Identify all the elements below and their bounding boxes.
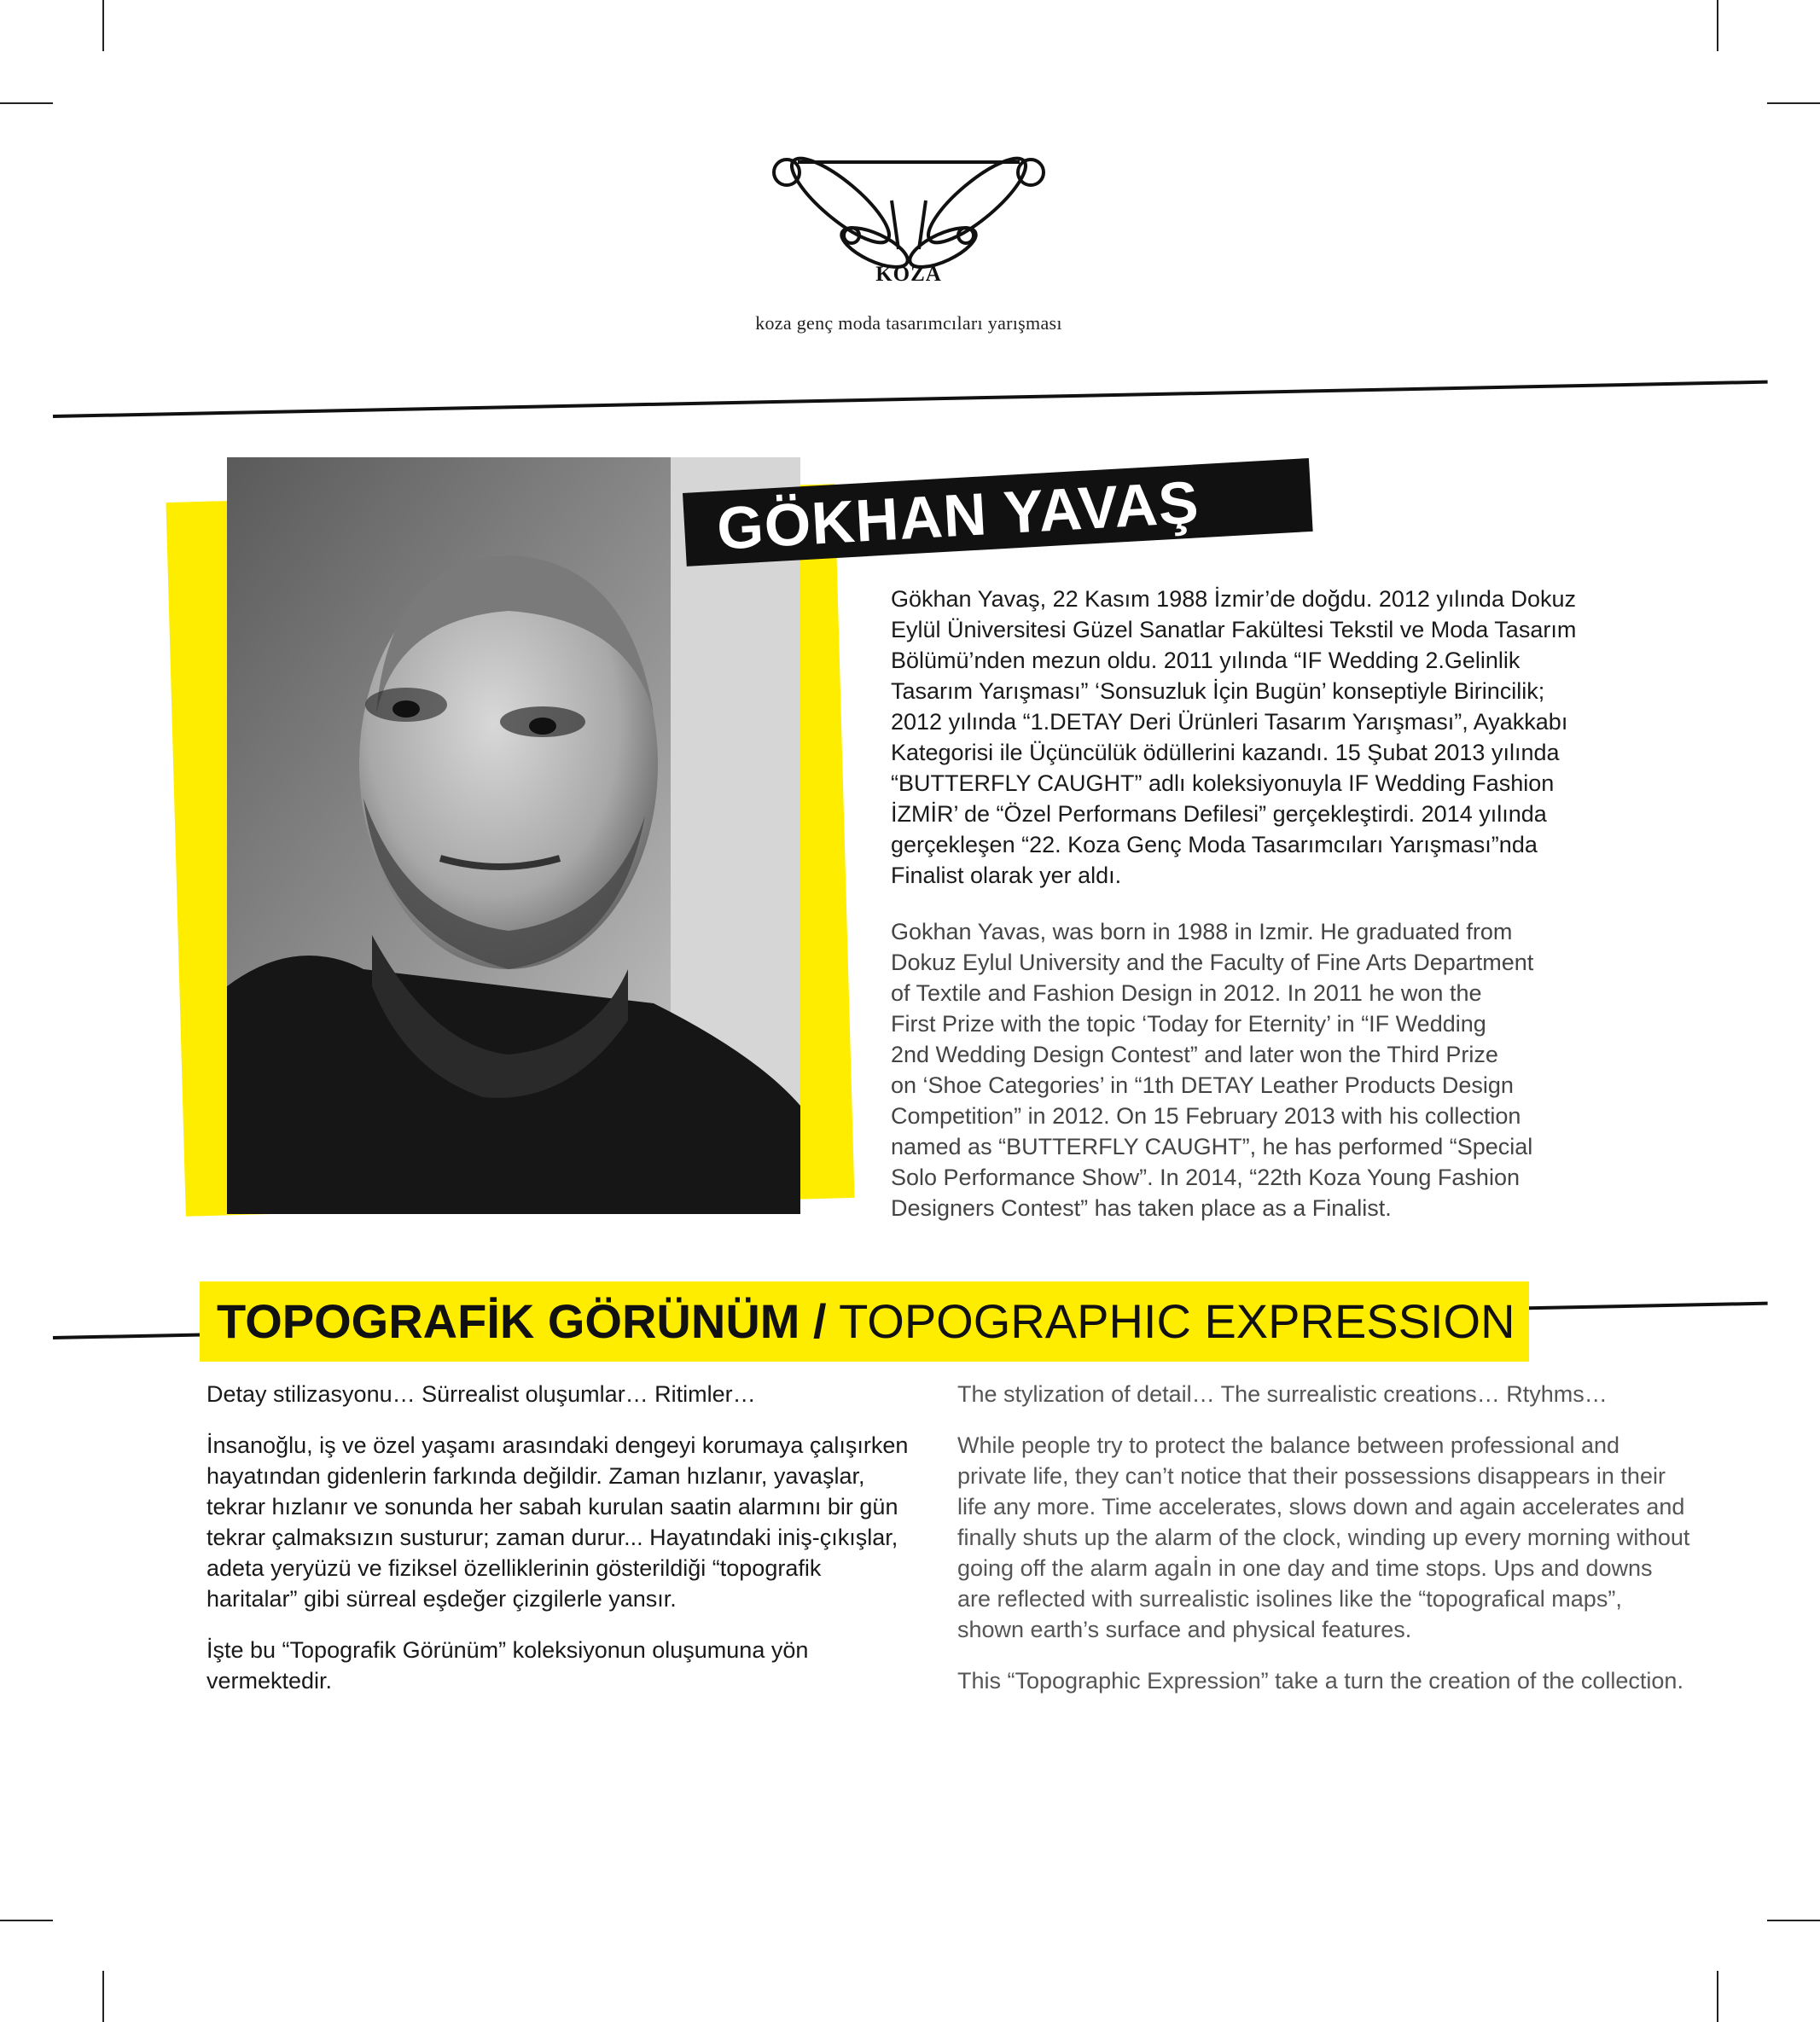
bio-turkish: Gökhan Yavaş, 22 Kasım 1988 İzmir’de doğdu. 2012 yılında Dokuz Eylül Üniversitesi Güzel Sanatlar Fakültesi Tekstil ve Moda Tasarım Bölümü’nden mezun oldu. 2011 yılında “IF Wedding 2.Gelinlik Tasarım Yarışması” ‘Sonsuzluk İçin Bugün’ konseptiyle Birincilik; 2012 yılında “1.DETAY Deri Ürünleri Tasarım Yarışması”, Ayakkabı Kategorisi ile Üçüncülük ödüllerini kazandı. 15 Şubat 2013 yılında “BUTTERFLY CAUGHT” adlı koleksiyonuyla IF Wedding Fashion İZMİR’ de “Özel Performans Defilesi” gerçekleştirdi. 2014 yılında gerçekleşen “22. Koza Genç Moda Tasarımcıları Yarışması”nda Finalist olarak yer aldı. xyxy=(891,586,1577,888)
crop-mark xyxy=(1767,102,1820,104)
crop-mark xyxy=(0,1920,53,1921)
crop-mark xyxy=(1767,1920,1820,1921)
section-heading-en: TOPOGRAPHIC EXPRESSION xyxy=(826,1294,1515,1348)
concept-paragraph: This “Topographic Expression” take a turn the creation of the collection. xyxy=(957,1668,1683,1694)
section-heading-tr: TOPOGRAFİK GÖRÜNÜM / xyxy=(217,1294,827,1348)
logo-wordmark: KOZA xyxy=(875,263,942,286)
concept-paragraph: İşte bu “Topografik Görünüm” koleksiyonun oluşumuna yön vermektedir. xyxy=(206,1637,809,1694)
concept-turkish-column xyxy=(206,1379,915,1717)
logo-tagline: koza genç moda tasarımcıları yarışması xyxy=(755,312,1062,334)
concept-paragraph: The stylization of detail… The surrealistic creations… Rtyhms… xyxy=(957,1381,1608,1407)
bio-english: Gokhan Yavas, was born in 1988 in Izmir. He graduated from Dokuz Eylul University and the Faculty of Fine Arts Department of Textile and Fashion Design in 2012. In 2011 he won the First Prize with the topic ‘Today for Eternity’ in “IF Wedding 2nd Wedding Design Contest” and later won the Third Prize on ‘Shoe Categories’ in “1th DETAY Leather Products Design Competition” in 2012. On 15 February 2013 with his collection named as “BUTTERFLY CAUGHT”, he has performed “Special Solo Performance Show”. In 2014, “22th Koza Young Fashion Designers Contest” has taken place as a Finalist. xyxy=(891,919,1534,1221)
concept-paragraph: İnsanoğlu, iş ve özel yaşamı arasındaki dengeyi korumaya çalışırken hayatından gidenlerin farkında değildir. Zaman hızlanır, yavaşlar, tekrar hızlanır ve sonunda her sabah kurulan saatin alarmını bir gün tekrar çalmaksızın susturur; zaman durur... Hayatındaki iniş-çıkışlar, adeta yeryüzü ve fiziksel özelliklerinin gösterildiği “topografik haritalar” gibi sürreal eşdeğer çizgilerle yansır. xyxy=(206,1432,909,1612)
concept-paragraph: While people try to protect the balance between professional and private life, they can’t notice that their possessions disappears in their life any more. Time accelerates, slows down and again accelerates and finally shuts up the alarm of the clock, winding up every morning without going off the alarm agaİn in one day and time stops. Ups and downs are reflected with surrealistic isolines like the “topografical maps”, shown earth’s surface and physical features. xyxy=(957,1432,1690,1642)
crop-mark xyxy=(1717,0,1718,51)
designer-name: GÖKHAN YAVAŞ xyxy=(715,468,1201,562)
concept-paragraph: Detay stilizasyonu… Sürrealist oluşumlar… Ritimler… xyxy=(206,1381,756,1407)
crop-mark xyxy=(102,1971,104,2022)
concept-english-column xyxy=(957,1379,1691,1717)
designer-portrait xyxy=(227,457,800,1214)
divider-line xyxy=(53,381,1768,418)
section-heading xyxy=(217,1293,1515,1350)
crop-mark xyxy=(102,0,104,51)
cocoon-logo-icon xyxy=(764,154,1054,273)
crop-mark xyxy=(0,102,53,104)
crop-mark xyxy=(1717,1971,1718,2022)
koza-logo xyxy=(764,154,1054,307)
